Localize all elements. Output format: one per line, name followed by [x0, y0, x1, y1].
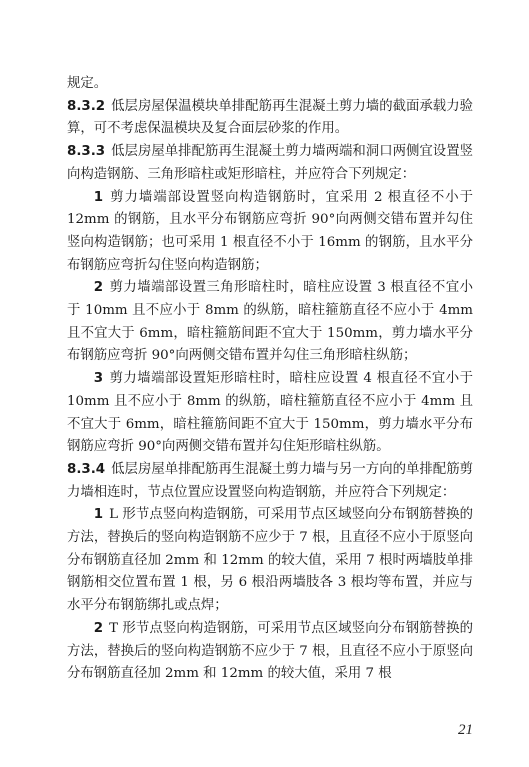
item-text: 剪力墙端部设置三角形暗柱时，暗柱应设置 3 根直径不宜小于 10mm 且不应小于 8mm 的纵筋，暗柱箍筋直径不应小于 4mm 且不宜大于 6mm，暗柱箍筋间距不宜大于 150mm，剪力墙水平分布钢筋应弯折 90°向两侧交错布置并勾住三角形暗柱纵筋； — [67, 280, 473, 364]
list-item — [67, 504, 473, 618]
clause-text: 低层房屋保温模块单排配筋再生混凝土剪力墙的截面承载力验算，可不考虑保温模块及复合面层砂浆的作用。 — [67, 98, 473, 137]
clause-text: 低层房屋单排配筋再生混凝土剪力墙与另一方向的单排配筋剪力墙相连时，节点位置应设置竖向构造钢筋，并应符合下列规定： — [67, 461, 473, 500]
item-number: 2 — [93, 280, 104, 296]
list-item — [67, 368, 473, 459]
clause-number: 8.3.3 — [67, 144, 106, 160]
item-text: 剪力墙端部设置矩形暗柱时，暗柱应设置 4 根直径不宜小于 10mm 且不应小于 8mm 的纵筋，暗柱箍筋直径不应小于 4mm 且不宜大于 6mm，暗柱箍筋间距不宜大于 150mm，剪力墙水平分布钢筋应弯折 90°向两侧交错布置并勾住矩形暗柱纵筋。 — [67, 371, 473, 455]
clause-8-3-4 — [67, 459, 473, 504]
page-number: 21 — [458, 722, 473, 738]
item-text: L 形节点竖向构造钢筋，可采用节点区域竖向分布钢筋替换的方法，替换后的竖向构造钢筋不应少于 7 根，且直径不应小于原竖向分布钢筋直径加 2mm 和 12mm 的较大值，采用 7 根时两墙肢单排钢筋相交位置布置 1 根，另 6 根沿两墙肢各 3 根均等布置，并应与水平分布钢筋绑扎或点焊； — [67, 507, 473, 614]
item-number: 1 — [93, 507, 104, 523]
clause-number: 8.3.2 — [67, 98, 106, 114]
item-number: 2 — [93, 620, 104, 636]
item-number: 1 — [93, 189, 104, 205]
clause-text: 低层房屋单排配筋再生混凝土剪力墙两端和洞口两侧宜设置竖向构造钢筋、三角形暗柱或矩形暗柱，并应符合下列规定： — [67, 144, 473, 182]
item-text: T 形节点竖向构造钢筋，可采用节点区域竖向分布钢筋替换的方法，替换后的竖向构造钢筋不应少于 7 根，且直径不应小于原竖向分布钢筋直径加 2mm 和 12mm 的较大值，采用 7 根 — [67, 620, 473, 682]
list-item — [67, 277, 473, 368]
item-number: 3 — [93, 371, 104, 387]
clause-8-3-3 — [67, 141, 473, 186]
item-text: 剪力墙端部设置竖向构造钢筋时，宜采用 2 根直径不小于 12mm 的钢筋，且水平分布钢筋应弯折 90°向两侧交错布置并勾住竖向构造钢筋；也可采用 1 根直径不小于 16mm 的钢筋，且水平分布钢筋应弯折勾住竖向构造钢筋； — [67, 189, 473, 273]
clause-8-3-2 — [67, 96, 473, 141]
list-item — [67, 187, 473, 278]
clause-number: 8.3.4 — [67, 461, 106, 477]
list-item — [67, 618, 473, 686]
page-body — [67, 73, 473, 686]
continued-text: 规定。 — [67, 76, 108, 91]
